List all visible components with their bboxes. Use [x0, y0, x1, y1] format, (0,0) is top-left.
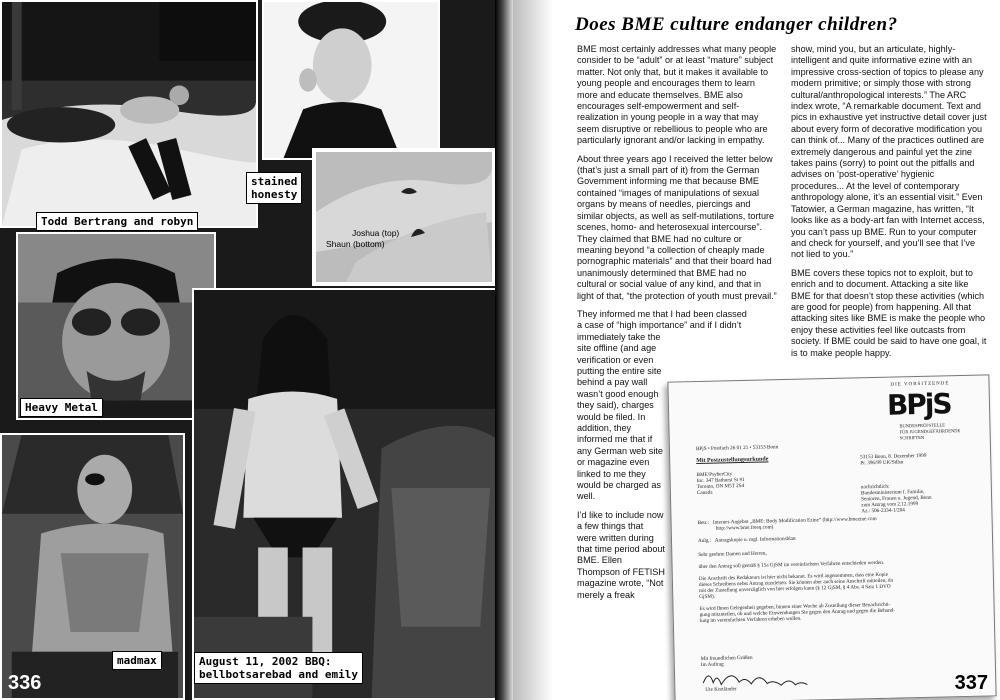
caption-madmax: madmax	[112, 651, 162, 670]
photo-woman-cap	[262, 0, 440, 160]
letter-body: über den Antrag soll gemäß § 15a GjSM im vereinfachten Verfahren entschieden werden. Die Anschrift des Redakteurs ist hier nicht bekannt. Es wird angenommen, dass eine Kopie dieses Schreibens nebst Antrag zuzuleiten. Sie können aber auch seine Anschrift mitteilen, da mit der Zustellung unverzüglich von hier erfolgen kann (§ 12 GjSM, § 4 Abs. 4 Satz 1 DVO GjSM). Es wird Ihnen Gelegenheit gegeben, binnen einer Woche ab Zustellung dieser Benachrichti- gung mitzuteilen, ob und welche Einwendungen Sie gegen den Antrag und gegen die Behand- lung im vereinfachten Verfahren erheben wollen.	[698, 559, 896, 625]
page-number-left: 336	[8, 672, 42, 694]
letter-agency: BUNDESPRÜFSTELLE FÜR JUGENDGEFÄHRDENDE SCHRIFTEN	[899, 422, 961, 441]
letter-header-small: DIE VORSITZENDE	[890, 381, 950, 388]
paragraph: immediately take the site offline (and age verification or even putting the entire site behind a pay wall wasn’t good enough they said), charges would be filed. In addition, they informed me that if any German web site or magazine even linked to me they would be charged as well.	[577, 331, 663, 502]
letter-date: 53153 Bonn, 8. Dezember 1999 Pr. 396/99 UK/Sdlsn	[860, 452, 927, 467]
bpjs-logo: BPjS	[886, 387, 951, 422]
page-curl-shade	[513, 0, 553, 700]
caption-heavy-metal: Heavy Metal	[20, 398, 103, 417]
signature-scribble	[701, 664, 831, 689]
letter-mail-type: Mit Postzustellungsurkunde	[696, 456, 769, 465]
letter-subject: Betr.: Internet-Angebot „BME: Body Modification Ezine“ (http://www.bmezine.com http://www.bme.freeq.com)	[697, 515, 877, 533]
paragraph: BME most certainly addresses what many people consider to be “adult” or at least “mature” subject matter. Not only that, but it makes it available to young people and encourages them to learn more and educate themselves. BME also encourages self-empowerment and self-realization in young people in a way that may seem disruptive or rebellious to people who are particularly ignorant and/or lacking in empathy.	[577, 44, 777, 146]
caption-todd-robyn: Todd Bertrang and robyn	[36, 212, 198, 231]
letter-attachment: Anlg.: Antragskopie u. mgl. Informationsblatt	[697, 535, 796, 545]
paragraph: BME covers these topics not to exploit, but to enrich and to document. Attacking a site like BME for that doesn’t stop these activities (which are good for people) from happening. All that attacking sites like BME is make the people who enjoy these activities feel like outcasts from society. If BME could be said to have one goal, it is to make people happy.	[791, 267, 987, 358]
paragraph: They informed me that I had been classed a case of “high importance” and if I didn’t	[577, 308, 747, 331]
photo-bbq	[192, 288, 498, 700]
caption-bbq: August 11, 2002 BBQ: bellbotsarebad and emily	[194, 652, 363, 684]
tattoo-label-joshua: Joshua (top)	[352, 228, 400, 238]
page-number-right: 337	[954, 672, 988, 694]
article-column-right	[791, 44, 987, 366]
photo-tattoo-feet	[312, 148, 496, 286]
letter-cc: nachrichtlich: Bundesministerium f. Familie, Senioren, Frauen u. Jugend, Bonn zum Antrag vom 2.12.1999 Az.: 506-2334-1/204	[860, 483, 932, 515]
article-title: Does BME culture endanger children?	[575, 14, 898, 35]
paragraph: show, mind you, but an articulate, highly-intelligent and quite informative ezine with an impressive cross-section of topics to please any modern primitive; or simply those with strong cultural/anthropological interests.” The ARC index wrote, “A remarkable document. Text and pics in exhaustive yet instructive detail cover just about every form of decorative modification you can think of... Many of the practices outlined are extremely dangerous and painful yet the zine takes pains (sorry) to point out the pitfalls and advises on ‘post-operative’ hygienic procedures... At the level of contemporary anthropology alone, it’s an essential visit.” Even Tatowier, a German magazine, has written, “It looks like as a body-art fan with Internet access, you can’t pass up BME. Run to your computer and check for yourself, and you’ll see that I’ve not lied to you.”	[791, 44, 987, 260]
caption-stained-honesty: stained honesty	[246, 172, 302, 204]
letter-closing: Mit freundlichen Grüßen Im Auftrag	[700, 654, 753, 669]
page-gutter	[495, 0, 513, 700]
letter-signature: Ute Kortländer	[705, 686, 737, 693]
letter-salutation: Sehr geehrte Damen und Herren,	[698, 550, 767, 559]
photo-bed	[0, 0, 258, 228]
right-page-article	[513, 0, 1000, 700]
tattoo-label-shaun: Shaun (bottom)	[326, 239, 385, 249]
paragraph: I’d like to include now a few things that were written during that time period about BME. Ellen Thompson of FETISH magazine wrote, “Not merely a freak	[577, 509, 665, 600]
paragraph: About three years ago I received the letter below (that’s just a small part of it) from the German Government informing me that because BME contained “images of manipulations of sexual organs by means of needles, piercings and similar objects, as well as self-mutilations, torture scenes, homo- and heterosexual intercourse”. They claimed that BME had no culture or meaning beyond “a collection of cheaply made pornographic materials” and that their board had unanimously determined that BME had no cultural or social value of any kind, and that in light of that, “the protection of youth must prevail.”	[577, 153, 777, 301]
photo-heavy-metal	[16, 232, 216, 420]
bpjs-letter-scan	[667, 374, 996, 700]
letter-recipient: BME/PsyberCity Inc. 347 Bathurst St #1 Toronto, ON M5T 2S4 Canada	[696, 471, 745, 497]
letter-sender: BPjS • Postfach 26 01 21 • 53153 Bonn	[695, 444, 779, 453]
